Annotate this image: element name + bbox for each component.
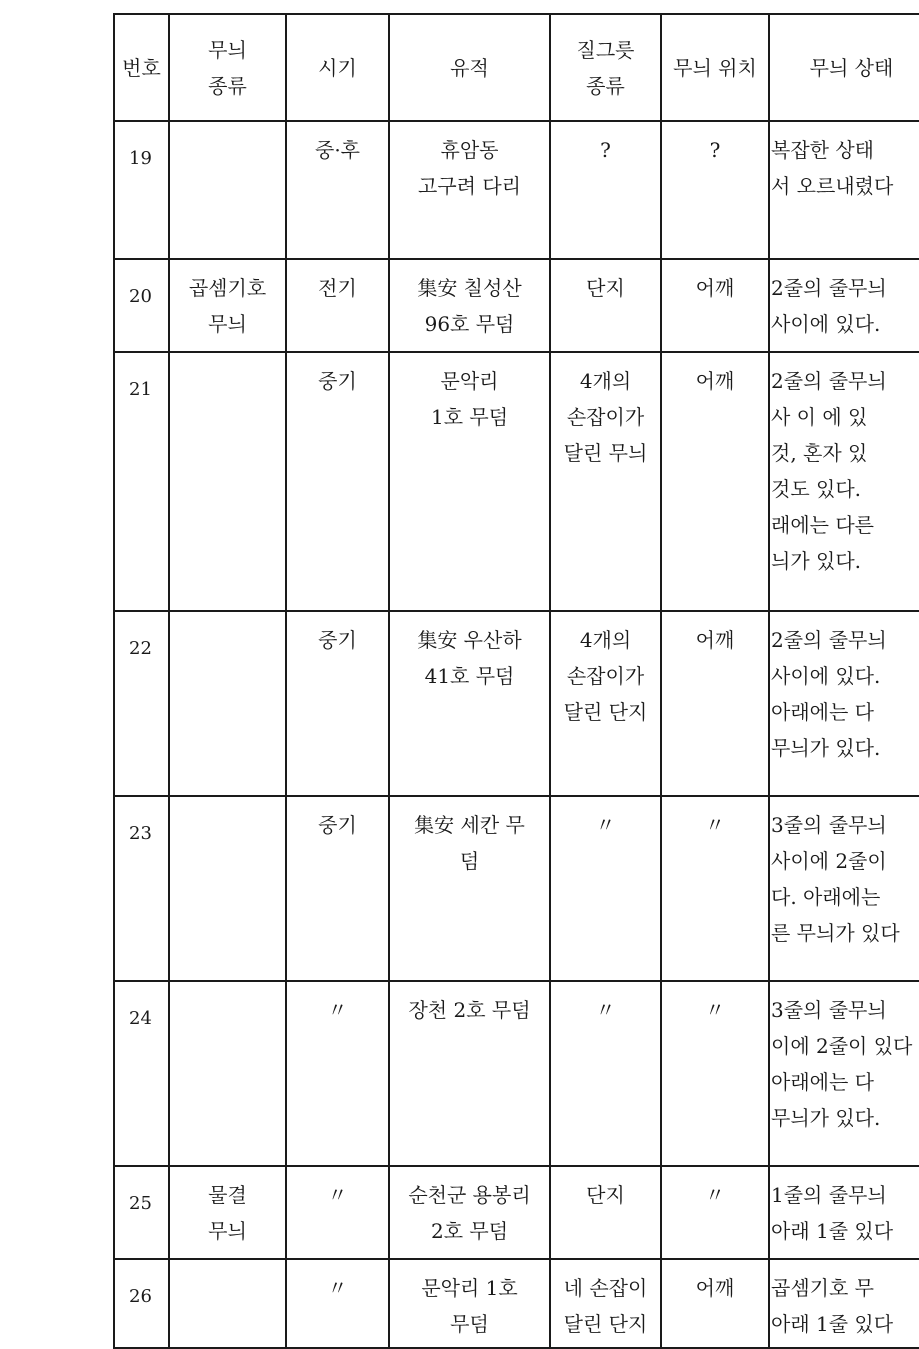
header-period: 시기 [286,14,389,121]
header-pattern-position: 무늬 위치 [661,14,769,121]
cell-period: 〃 [286,981,389,1166]
table-row [114,1259,919,1348]
table-row [114,121,919,259]
header-pattern-state: 무늬 상태 [769,14,919,121]
table-row [114,259,919,352]
table-row [114,981,919,1166]
cell-pattern-type [169,611,286,796]
cell-no: 22 [114,611,169,796]
cell-pattern-state: 복잡한 상태 서 오르내렸다 [769,121,919,259]
table-row [114,1166,919,1259]
cell-pattern-type: 물결 무늬 [169,1166,286,1259]
cell-no: 26 [114,1259,169,1348]
header-site: 유적 [389,14,550,121]
pattern-table [113,13,919,1349]
cell-period: 중·후 [286,121,389,259]
cell-period: 중기 [286,796,389,981]
cell-pattern-position: ? [661,121,769,259]
cell-pattern-state: 2줄의 줄무늬 사이에 있다. 아래에는 다 무늬가 있다. [769,611,919,796]
cell-no: 20 [114,259,169,352]
header-row [114,14,919,121]
cell-pattern-type: 곱셈기호 무늬 [169,259,286,352]
cell-pattern-state: 2줄의 줄무늬 사 이 에 있 것, 혼자 있 것도 있다. 래에는 다른 늬가 있다. [769,352,919,611]
cell-vessel-type: 4개의 손잡이가 달린 무늬 [550,352,661,611]
cell-site: 장천 2호 무덤 [389,981,550,1166]
cell-period: 전기 [286,259,389,352]
cell-pattern-type [169,352,286,611]
table-row [114,352,919,611]
cell-period: 중기 [286,611,389,796]
cell-pattern-state: 3줄의 줄무늬 사이에 2줄이 다. 아래에는 른 무늬가 있다 [769,796,919,981]
cell-vessel-type: 네 손잡이 달린 단지 [550,1259,661,1348]
cell-period: 중기 [286,352,389,611]
cell-period: 〃 [286,1166,389,1259]
cell-no: 19 [114,121,169,259]
cell-site: 순천군 용봉리 2호 무덤 [389,1166,550,1259]
cell-vessel-type: 〃 [550,981,661,1166]
document-page [113,13,919,1349]
cell-pattern-state: 1줄의 줄무늬 아래 1줄 있다 [769,1166,919,1259]
cell-no: 21 [114,352,169,611]
cell-site: 集安 칠성산 96호 무덤 [389,259,550,352]
header-pattern-type: 무늬 종류 [169,14,286,121]
header-no: 번호 [114,14,169,121]
cell-vessel-type: 4개의 손잡이가 달린 단지 [550,611,661,796]
cell-pattern-type [169,981,286,1166]
cell-site: 集安 세칸 무 덤 [389,796,550,981]
table-row [114,796,919,981]
cell-no: 24 [114,981,169,1166]
cell-vessel-type: 단지 [550,259,661,352]
cell-pattern-state: 2줄의 줄무늬 사이에 있다. [769,259,919,352]
cell-vessel-type: 단지 [550,1166,661,1259]
cell-pattern-position: 〃 [661,981,769,1166]
cell-site: 集安 우산하 41호 무덤 [389,611,550,796]
cell-vessel-type: 〃 [550,796,661,981]
header-vessel-type: 질그릇 종류 [550,14,661,121]
cell-site: 휴암동 고구려 다리 [389,121,550,259]
cell-no: 23 [114,796,169,981]
cell-site: 문악리 1호 무덤 [389,1259,550,1348]
cell-pattern-position: 어깨 [661,611,769,796]
table-row [114,611,919,796]
cell-pattern-type [169,1259,286,1348]
cell-pattern-position: 어깨 [661,1259,769,1348]
cell-site: 문악리 1호 무덤 [389,352,550,611]
cell-vessel-type: ? [550,121,661,259]
cell-pattern-type [169,796,286,981]
cell-no: 25 [114,1166,169,1259]
cell-pattern-position: 어깨 [661,259,769,352]
cell-pattern-position: 〃 [661,796,769,981]
cell-pattern-state: 곱셈기호 무 아래 1줄 있다 [769,1259,919,1348]
cell-pattern-position: 어깨 [661,352,769,611]
cell-pattern-state: 3줄의 줄무늬 이에 2줄이 있다 아래에는 다 무늬가 있다. [769,981,919,1166]
cell-period: 〃 [286,1259,389,1348]
cell-pattern-position: 〃 [661,1166,769,1259]
cell-pattern-type [169,121,286,259]
